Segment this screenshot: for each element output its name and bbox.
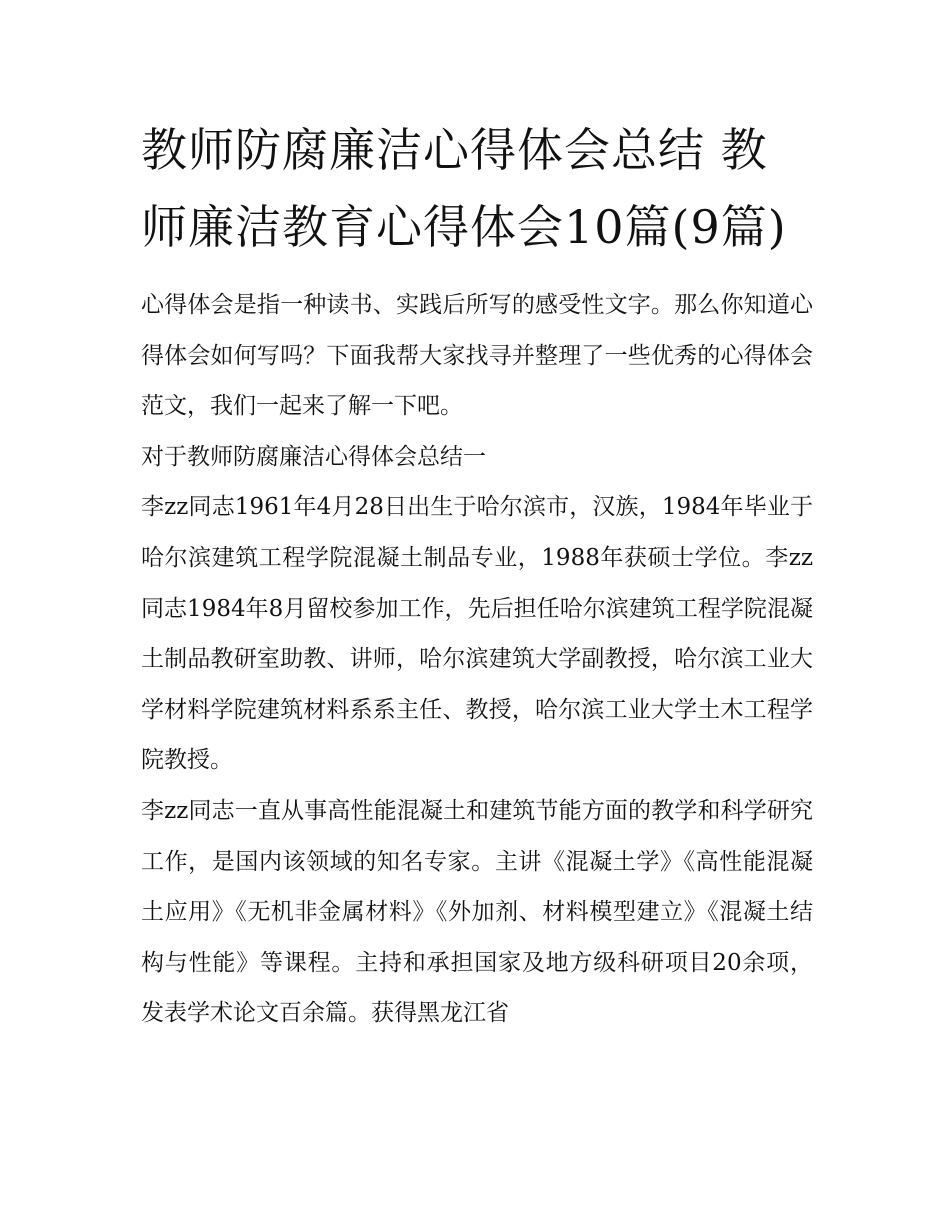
section-heading: 对于教师防腐廉洁心得体会总结一 xyxy=(141,443,486,470)
research-paragraph: 李zz同志一直从事高性能混凝土和建筑节能方面的教学和科学研究工作，是国内该领域的知名专家。主讲《混凝土学》《高性能混凝土应用》《无机非金属材料》《外加剂、材料模型建立》《混凝土结构与性能》等课程。主持和承担国家及地方级科研项目20余项，发表学术论文百余篇。获得黑龙江省 xyxy=(141,797,813,1027)
document-title: 教师防腐廉洁心得体会总结 教师廉洁教育心得体会10篇(9篇) xyxy=(141,123,787,254)
biography-paragraph: 李zz同志1961年4月28日出生于哈尔滨市，汉族，1984年毕业于哈尔滨建筑工程学院混凝土制品专业，1988年获硕士学位。李zz同志1984年8月留校参加工作，先后担任哈尔滨建筑工程学院混凝土制品教研室助教、讲师，哈尔滨建筑大学副教授，哈尔滨工业大学材料学院建筑材料系系主任、教授，哈尔滨工业大学土木工程学院教授。 xyxy=(141,494,813,774)
intro-paragraph: 心得体会是指一种读书、实践后所写的感受性文字。那么你知道心得体会如何写吗？下面我帮大家找寻并整理了一些优秀的心得体会范文，我们一起来了解一下吧。 xyxy=(141,292,813,420)
document-content xyxy=(141,112,813,1039)
